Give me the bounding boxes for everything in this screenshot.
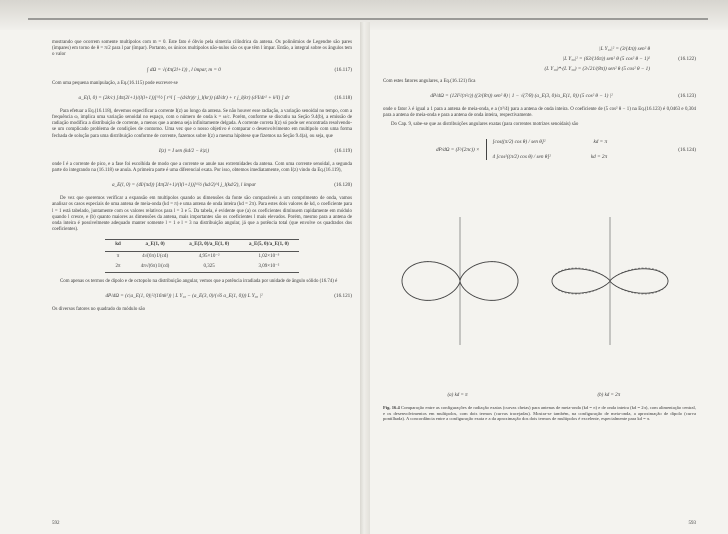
table-cell: 1,02×10⁻³: [258, 253, 280, 259]
equation-16-122: [383, 46, 696, 73]
equation-body: ∫ dΩ = √(4π(2l+1)) , l ímpar, m = 0: [147, 66, 221, 73]
table-cell: π: [116, 253, 120, 259]
table-row: [105, 262, 299, 273]
book-gutter: [360, 22, 370, 534]
paragraph: mostrando que ocorrem somente multipolos com m = 0. Este fato é óbvio pela simetria cilíndrica da antena. Os polinômios de Legendre são pares (ímpares) em torno de θ = π/2 para l par (ímpar). Portanto, os únicos multipolos não-nulos são os que têm l ímpar. Então, a integral sobre os ângulos tem o valor: [52, 40, 352, 58]
paragraph: onde I é a corrente de pico, e a fase foi escolhida de modo que a corrente se anule nas extremidades da antena. Com uma corrente senoidal, a segunda parte do integrando na (16.118) se anula. A primeira parte é uma diferencial exata. Por isso, obtemos imediatamente, com I(z) vindo da Eq.(16.119),: [52, 161, 352, 174]
equation-line: |L Y₁₀|² = (3/(4π)) sen² θ: [599, 46, 650, 52]
figure-caption: [383, 405, 696, 422]
case-row: [493, 154, 608, 160]
caption-text: Comparação entre as configurações de radiação exatas (curvas cheias) para antenas de meia-onda (kd = π) e de onda inteira (kd = 2π), com alimentação central, e os desenvolvimentos em multipolos, com dois termos (curvas tracejadas). Mostra-se também, na configuração de meia-onda, a aproximação de dipolo (curva pontilhada). A concordância entre a configuração exata e a da aproximação dos dois termos de multipolos é excelente, especialmente para kd = π.: [383, 404, 696, 422]
equation-body: dP/dΩ = (c|a_E(1, 0)|²/(16πk²)) | L Y₁₀ − (a_E(3, 0)/(√6 a_E(1, 0))) L Y₃₀ |²: [105, 293, 263, 300]
table-cell: 4√(6π) I/(cd): [142, 253, 169, 259]
pattern-full-wave: [552, 217, 668, 345]
caption-label: Fig. 16.4: [383, 404, 400, 410]
scan-top-rule: [28, 18, 708, 20]
table-row: [105, 251, 299, 262]
equation-body: dP/dΩ = (12I²/(π²c)) ((3/(8π)) sen² θ) | 1 − √(7/8) (a_E(3, 0)/a_E(1, 0)) (5 cos² θ − 1) |²: [430, 92, 613, 99]
paragraph: Para efetuar a Eq.(16.118), devemos especificar a corrente I(z) ao longo da antena. Se não houver esse radiação, a variação senoidal no tempo, com a frequência ω, implica uma variação senoidal no espaço, com o número de onda k = ω/c. Porém, conforme se discutiu na Seção 9.4(b), a emissão de radiação modifica a distribuição de corrente, a menos que a antena seja infinitamente delgada. A corrente correta I(z) só pode ser encontrada resolvendo-se um complicado problema de condições de contorno. Uma vez que o nosso objetivo é comparar o desenvolvimento em multipolo com uma forma fechada de solução para uma distribuição conforme de corrente, fazemos sobre I(z) a mesma hipótese que fizemos na Seção 9.4(a), ou seja, que: [52, 108, 352, 139]
equation-number: (16.123): [678, 92, 696, 99]
equation-body: a_E(l, 0) = (2k/c) [4π(2l+1)/(l(l+1))]^½ ∫ r^l [ −(d/dr)(r j_l(kr)) (dI/dr) + r j_l(kr) (d²I/dr² + k²I) ] dr: [78, 94, 290, 101]
table-header-row: [105, 240, 299, 251]
paragraph: Com uma pequena manipulação, a Eq.(16.115) pode escrever-se: [52, 80, 178, 86]
equation-number: (16.119): [334, 147, 352, 154]
subfigure-label-a: (a) kd = π: [447, 392, 468, 398]
left-page: [52, 40, 352, 525]
equation-number: (16.124): [678, 146, 696, 153]
page-number-right: 593: [688, 521, 696, 526]
radiation-pattern-figure: [390, 171, 690, 403]
table-header: a_E(5, 0)/a_E(1, 0): [249, 242, 289, 248]
equation-number: (16.120): [334, 182, 352, 189]
pattern-half-wave: [402, 217, 518, 345]
equation-16-124: [383, 133, 696, 165]
table-header: kd: [115, 242, 121, 248]
equation-16-118: [52, 92, 352, 104]
right-page: [383, 40, 696, 525]
equation-number: (16.122): [678, 56, 696, 63]
radiation-pattern-plot: [390, 171, 690, 393]
equation-16-117: [52, 64, 352, 76]
paragraph: onde o fator λ é igual a 1 para a antena de meia-onda, e a (π²/4) para a antena de onda inteira. O coeficiente de (5 cos² θ − 1) na Eq.(16.123) é 0,0463 e 0,304 para a antena de meia-onda e para a antena de onda inteira, respectivamente.: [383, 106, 696, 119]
subfigure-label-b: (b) kd = 2π: [597, 392, 621, 398]
equation-number: (16.117): [334, 66, 352, 73]
equation-16-123: [383, 90, 696, 102]
paragraph: De vez que queremos verificar a expansão em multipolos quando as dimensões da fonte são comparáveis a um comprimento de onda, vamos analisar os casos especiais de uma antena de meia-onda (kd = π) e uma antena de onda inteira (kd = 2π). Para estes dois valores de kd, o coeficiente para l = 1 está tabelado, juntamente com os valores relativos para l = 3 e 5. Da tabela, é evidente que (a) os coeficientes diminuem rapidamente em módulo quando l cresce, e (b) quanto maiores as dimensões da antena, mais importantes são os coeficientes l mais elevados. Porém, mesmo para a antena de onda inteira é possivelmente adequado manter somente l = 1 e l = 3 na distribuição angular, já que a potência total (que envolve os quadrados dos coeficientes).: [52, 196, 352, 233]
equation-body: a_E(l, 0) = (4I/(πd)) [4π(2l+1)/(l(l+1))]^½ (kd/2)^l j_l(kd/2), l ímpar: [111, 182, 257, 189]
case-condition: kd = 2π: [590, 153, 608, 160]
paragraph: Com apenas os termos de dipolo e de octopolo na distribuição angular, vemos que a potência irradiada por unidade de ângulo sólido (16.74) é: [60, 279, 338, 285]
page-number-left: 592: [52, 521, 60, 526]
case-row: [493, 139, 608, 145]
table-cell: 4π√(6π) I/(cd): [140, 263, 170, 269]
equation-cases: [383, 139, 660, 159]
case-expression: [cos((π/2) cos θ) / sen θ]²: [492, 139, 546, 146]
paragraph: Com estes fatores angulares, a Eq.(16.121) fica: [383, 78, 476, 84]
table-cell: 2π: [115, 263, 121, 269]
paragraph: Do Cap. 9, sabe-se que as distribuições angulares exatas (para correntes motrizes senoidais) são: [391, 122, 579, 128]
coefficient-table: [105, 239, 299, 273]
equation-line: (L Y₁₀)*·(L Y₃₀) = (3√21/(8π)) sen² θ (5 cos² θ − 1): [544, 66, 650, 73]
equation-16-119: [52, 145, 352, 157]
equation-body: I(z) = I sen (kd/2 − k|z|): [158, 147, 210, 154]
equation-lhs: dP/dΩ = (I²/(2πc)) ×: [435, 146, 480, 153]
table-cell: 4,95×10⁻²: [198, 253, 220, 259]
table-cell: 3,09×10⁻²: [258, 263, 280, 269]
case-condition: kd = π: [593, 139, 608, 146]
table-header: a_E(3, 0)/a_E(1, 0): [189, 242, 230, 248]
equation-line: |L Y₃₀|² = (63/(16π)) sen² θ (5 cos² θ − 1)²: [562, 56, 650, 63]
equation-16-121: [52, 290, 352, 302]
equation-number: (16.118): [334, 94, 352, 101]
paragraph: Os diversos fatores no quadrado do módulo são: [52, 307, 146, 313]
equation-16-120: [52, 179, 352, 191]
table-cell: 0,325: [203, 263, 215, 269]
equation-stack: [383, 46, 656, 73]
table-header: a_E(1, 0): [145, 242, 165, 248]
equation-number: (16.121): [334, 293, 352, 300]
case-expression: 4 [cos²((π/2) cos θ) / sen θ]²: [492, 153, 551, 160]
